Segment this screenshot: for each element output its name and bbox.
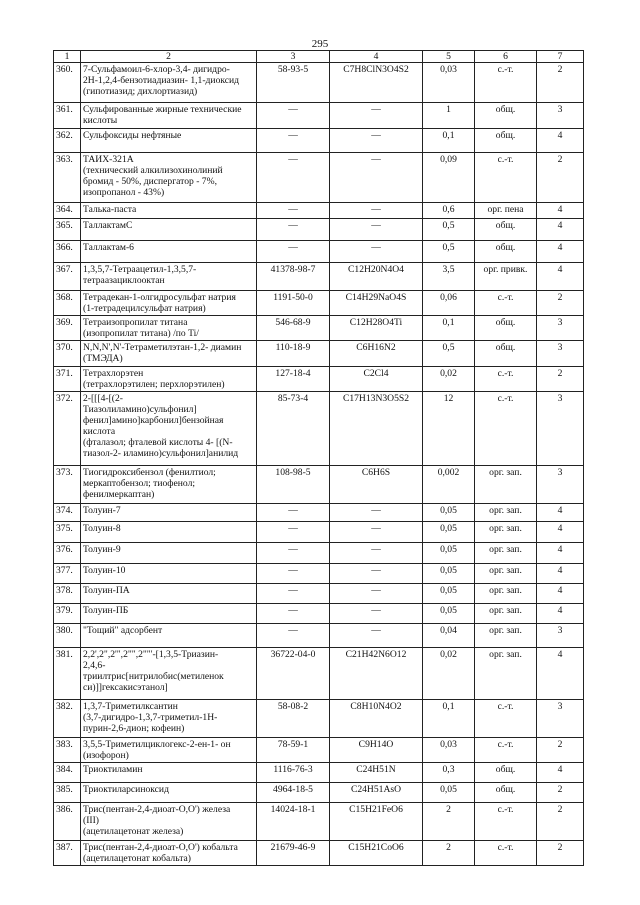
table-row bbox=[54, 466, 584, 504]
limit-value: 0,05 bbox=[423, 522, 475, 543]
chemical-formula: C24H51N bbox=[330, 763, 423, 783]
limit-value: 0,03 bbox=[423, 63, 475, 103]
limit-value: 0,04 bbox=[423, 624, 475, 648]
column-header-row bbox=[54, 51, 584, 63]
chemical-formula: C12H28O4Ti bbox=[330, 316, 423, 341]
cas-number: 1191-50-0 bbox=[257, 291, 330, 316]
row-number: 386. bbox=[54, 803, 81, 841]
chemical-formula: C15H21CoO6 bbox=[330, 841, 423, 866]
hazard-class: 3 bbox=[537, 466, 584, 504]
table-row bbox=[54, 604, 584, 624]
cas-number: 546-68-9 bbox=[257, 316, 330, 341]
page-number: 295 bbox=[311, 38, 329, 50]
cas-number: — bbox=[257, 153, 330, 203]
chemical-formula: C24H51AsO bbox=[330, 783, 423, 803]
substance-name bbox=[81, 63, 257, 103]
limit-value: 0,05 bbox=[423, 584, 475, 604]
substance-name-line: Толуин-8 bbox=[83, 523, 121, 534]
row-number: 364. bbox=[54, 203, 81, 219]
substance-name-line: 2,2',2",2'",2"",2""'-[1,3,5-Триазин- bbox=[83, 649, 219, 660]
cas-number: 4964-18-5 bbox=[257, 783, 330, 803]
substance-name bbox=[81, 700, 257, 738]
hazard-class: 3 bbox=[537, 392, 584, 466]
chemical-formula: — bbox=[330, 522, 423, 543]
hazard-indicator: с.-т. bbox=[475, 153, 537, 203]
substance-name bbox=[81, 241, 257, 263]
hazard-indicator: с.-т. bbox=[475, 63, 537, 103]
hazard-class: 2 bbox=[537, 367, 584, 392]
cas-number: — bbox=[257, 584, 330, 604]
chemical-formula: C9H14O bbox=[330, 738, 423, 763]
chemical-formula: — bbox=[330, 604, 423, 624]
substance-name-line: Толуин-10 bbox=[83, 565, 126, 576]
substance-name bbox=[81, 392, 257, 466]
substance-name bbox=[81, 584, 257, 604]
substance-name-line: (гипотиазид; дихлортиазид) bbox=[83, 86, 198, 97]
hazard-class: 3 bbox=[537, 316, 584, 341]
hazard-class: 4 bbox=[537, 564, 584, 584]
limit-value: 0,1 bbox=[423, 129, 475, 153]
hazard-indicator: орг. зап. bbox=[475, 584, 537, 604]
substance-name bbox=[81, 291, 257, 316]
table-row bbox=[54, 392, 584, 466]
substance-name bbox=[81, 219, 257, 241]
hazard-indicator: орг. зап. bbox=[475, 564, 537, 584]
table-row bbox=[54, 738, 584, 763]
substance-name bbox=[81, 153, 257, 203]
substance-name-line: меркаптобензол; тиофенол; bbox=[83, 478, 196, 489]
cas-number: 110-18-9 bbox=[257, 341, 330, 367]
row-number: 368. bbox=[54, 291, 81, 316]
substance-name-line: бромид - 50%, диспергатор - 7%, bbox=[83, 176, 217, 187]
table-row bbox=[54, 648, 584, 700]
hazard-class: 4 bbox=[537, 763, 584, 783]
substance-name-line: фенилмеркаптан) bbox=[83, 489, 155, 500]
chemical-formula: — bbox=[330, 543, 423, 564]
row-number: 382. bbox=[54, 700, 81, 738]
row-number: 361. bbox=[54, 103, 81, 129]
table-row bbox=[54, 522, 584, 543]
hazard-indicator: общ. bbox=[475, 341, 537, 367]
hazard-indicator: общ. bbox=[475, 103, 537, 129]
hazard-indicator: орг. зап. bbox=[475, 522, 537, 543]
table-row bbox=[54, 291, 584, 316]
substance-name-line: Сульфоксиды нефтяные bbox=[83, 130, 182, 141]
table-row bbox=[54, 203, 584, 219]
substance-name-line: Сульфированные жирные технические bbox=[83, 104, 242, 115]
substance-name bbox=[81, 522, 257, 543]
limit-value: 0,05 bbox=[423, 783, 475, 803]
cas-number: — bbox=[257, 564, 330, 584]
hazard-class: 2 bbox=[537, 738, 584, 763]
hazard-class: 2 bbox=[537, 153, 584, 203]
substance-name bbox=[81, 564, 257, 584]
hazard-indicator: орг. зап. bbox=[475, 466, 537, 504]
chemical-formula: C6H6S bbox=[330, 466, 423, 504]
substance-name-line: Тиогидроксибензол (фенилтиол; bbox=[83, 467, 216, 478]
substance-name bbox=[81, 203, 257, 219]
table-row bbox=[54, 700, 584, 738]
substance-name-line: 2-[[[4-[(2- bbox=[83, 393, 123, 404]
substance-name-line: тетраазациклооктан bbox=[83, 275, 165, 286]
substance-name-line: 3,5,5-Триметилциклогекс-2-ен-1- он bbox=[83, 739, 231, 750]
limit-value: 0,06 bbox=[423, 291, 475, 316]
row-number: 367. bbox=[54, 263, 81, 291]
column-header: 7 bbox=[537, 51, 584, 63]
hazard-indicator: общ. bbox=[475, 763, 537, 783]
row-number: 366. bbox=[54, 241, 81, 263]
column-header: 5 bbox=[423, 51, 475, 63]
substance-name-line: (фталазол; фталевой кислоты 4- [(N- bbox=[83, 437, 233, 448]
hazard-class: 4 bbox=[537, 543, 584, 564]
hazard-indicator: с.-т. bbox=[475, 700, 537, 738]
substances-table bbox=[53, 50, 584, 866]
chemical-formula: — bbox=[330, 241, 423, 263]
substance-name bbox=[81, 841, 257, 866]
substance-name bbox=[81, 129, 257, 153]
column-header: 1 bbox=[54, 51, 81, 63]
substance-name-line: Тетрадекан-1-олгидросульфат натрия bbox=[83, 292, 236, 303]
table-body bbox=[54, 63, 584, 866]
row-number: 369. bbox=[54, 316, 81, 341]
hazard-indicator: общ. bbox=[475, 316, 537, 341]
chemical-formula: C12H20N4O4 bbox=[330, 263, 423, 291]
row-number: 387. bbox=[54, 841, 81, 866]
substance-name-line: "Тощий" адсорбент bbox=[83, 625, 163, 636]
hazard-class: 4 bbox=[537, 219, 584, 241]
substance-name-line: 2Н-1,2,4-бензотиадиазин- 1,1-диоксид bbox=[83, 75, 240, 86]
hazard-class: 4 bbox=[537, 241, 584, 263]
cas-number: — bbox=[257, 203, 330, 219]
substance-name-line: Таллактам-6 bbox=[83, 242, 134, 253]
substance-name-line: ТаллактамС bbox=[83, 220, 133, 231]
row-number: 372. bbox=[54, 392, 81, 466]
cas-number: 14024-18-1 bbox=[257, 803, 330, 841]
row-number: 383. bbox=[54, 738, 81, 763]
hazard-class: 4 bbox=[537, 203, 584, 219]
hazard-class: 3 bbox=[537, 341, 584, 367]
limit-value: 1 bbox=[423, 103, 475, 129]
substance-name-line: (3,7-дигидро-1,3,7-триметил-1Н- bbox=[83, 712, 218, 723]
table-row bbox=[54, 316, 584, 341]
hazard-class: 2 bbox=[537, 63, 584, 103]
chemical-formula: — bbox=[330, 203, 423, 219]
substance-name bbox=[81, 604, 257, 624]
hazard-class: 4 bbox=[537, 604, 584, 624]
chemical-formula: C6H16N2 bbox=[330, 341, 423, 367]
chemical-formula: — bbox=[330, 564, 423, 584]
table-row bbox=[54, 63, 584, 103]
cas-number: — bbox=[257, 543, 330, 564]
substance-name-line: (изопропилат титана) /по Ti/ bbox=[83, 328, 199, 339]
limit-value: 0,09 bbox=[423, 153, 475, 203]
hazard-indicator: с.-т. bbox=[475, 841, 537, 866]
hazard-indicator: орг. пена bbox=[475, 203, 537, 219]
table-row bbox=[54, 624, 584, 648]
chemical-formula: — bbox=[330, 129, 423, 153]
cas-number: — bbox=[257, 103, 330, 129]
cas-number: 41378-98-7 bbox=[257, 263, 330, 291]
table-row bbox=[54, 543, 584, 564]
substance-name bbox=[81, 648, 257, 700]
substance-name-line: Толуин-ПА bbox=[83, 585, 130, 596]
row-number: 370. bbox=[54, 341, 81, 367]
chemical-formula: C7H8ClN3O4S2 bbox=[330, 63, 423, 103]
row-number: 363. bbox=[54, 153, 81, 203]
table-row bbox=[54, 367, 584, 392]
substance-name-line: 1,3,5,7-Тетраацетил-1,3,5,7- bbox=[83, 264, 197, 275]
limit-value: 0,02 bbox=[423, 648, 475, 700]
hazard-class: 2 bbox=[537, 783, 584, 803]
chemical-formula: C8H10N4O2 bbox=[330, 700, 423, 738]
cas-number: 1116-76-3 bbox=[257, 763, 330, 783]
substance-name-line: (III) bbox=[83, 815, 99, 826]
cas-number: — bbox=[257, 504, 330, 522]
hazard-indicator: с.-т. bbox=[475, 392, 537, 466]
chemical-formula: — bbox=[330, 153, 423, 203]
chemical-formula: — bbox=[330, 504, 423, 522]
row-number: 376. bbox=[54, 543, 81, 564]
limit-value: 0,03 bbox=[423, 738, 475, 763]
table-row bbox=[54, 103, 584, 129]
substance-name-line: (ТМЭДА) bbox=[83, 353, 123, 364]
substance-name-line: кислоты bbox=[83, 115, 118, 126]
hazard-indicator: с.-т. bbox=[475, 291, 537, 316]
cas-number: 78-59-1 bbox=[257, 738, 330, 763]
hazard-class: 3 bbox=[537, 624, 584, 648]
substance-name bbox=[81, 263, 257, 291]
row-number: 362. bbox=[54, 129, 81, 153]
substance-name bbox=[81, 103, 257, 129]
chemical-formula: C14H29NaO4S bbox=[330, 291, 423, 316]
row-number: 378. bbox=[54, 584, 81, 604]
limit-value: 0,5 bbox=[423, 241, 475, 263]
hazard-indicator: орг. зап. bbox=[475, 648, 537, 700]
limit-value: 0,5 bbox=[423, 341, 475, 367]
table-row bbox=[54, 803, 584, 841]
table-row bbox=[54, 263, 584, 291]
substance-name bbox=[81, 316, 257, 341]
limit-value: 0,02 bbox=[423, 367, 475, 392]
chemical-formula: C17H13N3O5S2 bbox=[330, 392, 423, 466]
substance-name-line: Триоктиламин bbox=[83, 764, 143, 775]
substance-name-line: Толуин-9 bbox=[83, 544, 121, 555]
limit-value: 2 bbox=[423, 803, 475, 841]
substance-name-line: (технический алкилизохинолиний bbox=[83, 165, 223, 176]
substance-name bbox=[81, 624, 257, 648]
substance-name-line: 7-Сульфамоил-6-хлор-3,4- дигидро- bbox=[83, 64, 230, 75]
limit-value: 0,5 bbox=[423, 219, 475, 241]
limit-value: 0,05 bbox=[423, 543, 475, 564]
column-header: 2 bbox=[81, 51, 257, 63]
table-row bbox=[54, 153, 584, 203]
hazard-class: 3 bbox=[537, 103, 584, 129]
substance-name-line: Талька-паста bbox=[83, 204, 137, 215]
hazard-class: 2 bbox=[537, 841, 584, 866]
row-number: 379. bbox=[54, 604, 81, 624]
substance-name bbox=[81, 783, 257, 803]
hazard-indicator: орг. зап. bbox=[475, 624, 537, 648]
chemical-formula: C21H42N6O12 bbox=[330, 648, 423, 700]
limit-value: 0,05 bbox=[423, 604, 475, 624]
cas-number: — bbox=[257, 129, 330, 153]
limit-value: 0,1 bbox=[423, 316, 475, 341]
hazard-indicator: с.-т. bbox=[475, 367, 537, 392]
cas-number: 58-08-2 bbox=[257, 700, 330, 738]
cas-number: — bbox=[257, 604, 330, 624]
substance-name bbox=[81, 504, 257, 522]
substance-name-line: (тетрахлорэтилен; перхлорэтилен) bbox=[83, 379, 225, 390]
table-row bbox=[54, 564, 584, 584]
cas-number: — bbox=[257, 219, 330, 241]
cas-number: — bbox=[257, 241, 330, 263]
hazard-class: 4 bbox=[537, 522, 584, 543]
substance-name bbox=[81, 543, 257, 564]
substance-name-line: ТАИХ-321А bbox=[83, 154, 134, 165]
cas-number: 108-98-5 bbox=[257, 466, 330, 504]
column-header: 3 bbox=[257, 51, 330, 63]
cas-number: 85-73-4 bbox=[257, 392, 330, 466]
table-row bbox=[54, 129, 584, 153]
limit-value: 0,3 bbox=[423, 763, 475, 783]
hazard-indicator: орг. зап. bbox=[475, 504, 537, 522]
substance-name bbox=[81, 738, 257, 763]
cas-number: 21679-46-9 bbox=[257, 841, 330, 866]
substance-name-line: Толуин-ПБ bbox=[83, 605, 129, 616]
substance-name bbox=[81, 341, 257, 367]
substance-name-line: фенил]амино]карбонил]бензойная bbox=[83, 415, 224, 426]
cas-number: — bbox=[257, 522, 330, 543]
hazard-class: 2 bbox=[537, 291, 584, 316]
substance-name-line: (1-тетрадецилсульфат натрия) bbox=[83, 303, 206, 314]
substance-name-line: изопропанол - 43%) bbox=[83, 187, 165, 198]
column-header: 6 bbox=[475, 51, 537, 63]
table-row bbox=[54, 584, 584, 604]
hazard-indicator: общ. bbox=[475, 241, 537, 263]
hazard-class: 4 bbox=[537, 263, 584, 291]
cas-number: 58-93-5 bbox=[257, 63, 330, 103]
row-number: 375. bbox=[54, 522, 81, 543]
table-row bbox=[54, 841, 584, 866]
substance-name bbox=[81, 803, 257, 841]
table-row bbox=[54, 783, 584, 803]
hazard-indicator: с.-т. bbox=[475, 738, 537, 763]
limit-value: 2 bbox=[423, 841, 475, 866]
substance-name-line: (ацетилацетонат железа) bbox=[83, 826, 184, 837]
substance-name-line: тиазол-2- иламино)сульфонил]анилид bbox=[83, 448, 239, 459]
hazard-class: 4 bbox=[537, 584, 584, 604]
substance-name-line: N,N,N',N'-Тетраметилэтан-1,2- диамин bbox=[83, 342, 242, 353]
hazard-class: 4 bbox=[537, 129, 584, 153]
substance-name-line: си)]]гексакисэтанол] bbox=[83, 682, 168, 693]
column-header: 4 bbox=[330, 51, 423, 63]
substance-name-line: триилтрис[нитрилобис(метиленок bbox=[83, 671, 224, 682]
row-number: 365. bbox=[54, 219, 81, 241]
row-number: 374. bbox=[54, 504, 81, 522]
hazard-class: 4 bbox=[537, 504, 584, 522]
row-number: 371. bbox=[54, 367, 81, 392]
cas-number: 127-18-4 bbox=[257, 367, 330, 392]
cas-number: — bbox=[257, 624, 330, 648]
cas-number: 36722-04-0 bbox=[257, 648, 330, 700]
substance-name-line: Трис(пентан-2,4-диоат-О,О') железа bbox=[83, 804, 231, 815]
substance-name-line: Толуин-7 bbox=[83, 505, 121, 516]
hazard-class: 3 bbox=[537, 700, 584, 738]
hazard-indicator: орг. зап. bbox=[475, 604, 537, 624]
limit-value: 0,05 bbox=[423, 564, 475, 584]
table-row bbox=[54, 763, 584, 783]
row-number: 373. bbox=[54, 466, 81, 504]
limit-value: 12 bbox=[423, 392, 475, 466]
table-row bbox=[54, 341, 584, 367]
substance-name-line: (ацетилацетонат кобальта) bbox=[83, 853, 191, 864]
hazard-indicator: орг. зап. bbox=[475, 543, 537, 564]
hazard-indicator: общ. bbox=[475, 783, 537, 803]
hazard-indicator: общ. bbox=[475, 219, 537, 241]
limit-value: 0,002 bbox=[423, 466, 475, 504]
substance-name-line: пурин-2,6-дион; кофеин) bbox=[83, 723, 185, 734]
substance-name-line: Трис(пентан-2,4-диоат-О,О') кобальта bbox=[83, 842, 238, 853]
chemical-formula: — bbox=[330, 219, 423, 241]
substance-name bbox=[81, 466, 257, 504]
hazard-indicator: общ. bbox=[475, 129, 537, 153]
substance-name bbox=[81, 367, 257, 392]
limit-value: 0,1 bbox=[423, 700, 475, 738]
substance-name-line: кислота bbox=[83, 426, 116, 437]
substance-name-line: Тиазолиламино)сульфонил] bbox=[83, 404, 197, 415]
substance-name-line: Триоктиларсиноксид bbox=[83, 784, 169, 795]
row-number: 384. bbox=[54, 763, 81, 783]
substance-name-line: Тетраизопропилат титана bbox=[83, 317, 188, 328]
row-number: 360. bbox=[54, 63, 81, 103]
hazard-class: 2 bbox=[537, 803, 584, 841]
table-row bbox=[54, 219, 584, 241]
substance-name-line: (изофорон) bbox=[83, 750, 129, 761]
chemical-formula: C2Cl4 bbox=[330, 367, 423, 392]
row-number: 381. bbox=[54, 648, 81, 700]
hazard-indicator: с.-т. bbox=[475, 803, 537, 841]
limit-value: 0,6 bbox=[423, 203, 475, 219]
hazard-class: 4 bbox=[537, 648, 584, 700]
limit-value: 3,5 bbox=[423, 263, 475, 291]
hazard-indicator: орг. привк. bbox=[475, 263, 537, 291]
limit-value: 0,05 bbox=[423, 504, 475, 522]
table-row bbox=[54, 241, 584, 263]
row-number: 380. bbox=[54, 624, 81, 648]
chemical-formula: C15H21FeO6 bbox=[330, 803, 423, 841]
substance-name-line: 1,3,7-Триметилксантин bbox=[83, 701, 178, 712]
chemical-formula: — bbox=[330, 584, 423, 604]
table-row bbox=[54, 504, 584, 522]
substance-name bbox=[81, 763, 257, 783]
substance-name-line: 2,4,6- bbox=[83, 660, 106, 671]
substance-name-line: Тетрахлорэтен bbox=[83, 368, 144, 379]
row-number: 385. bbox=[54, 783, 81, 803]
row-number: 377. bbox=[54, 564, 81, 584]
chemical-formula: — bbox=[330, 103, 423, 129]
chemical-formula: — bbox=[330, 624, 423, 648]
